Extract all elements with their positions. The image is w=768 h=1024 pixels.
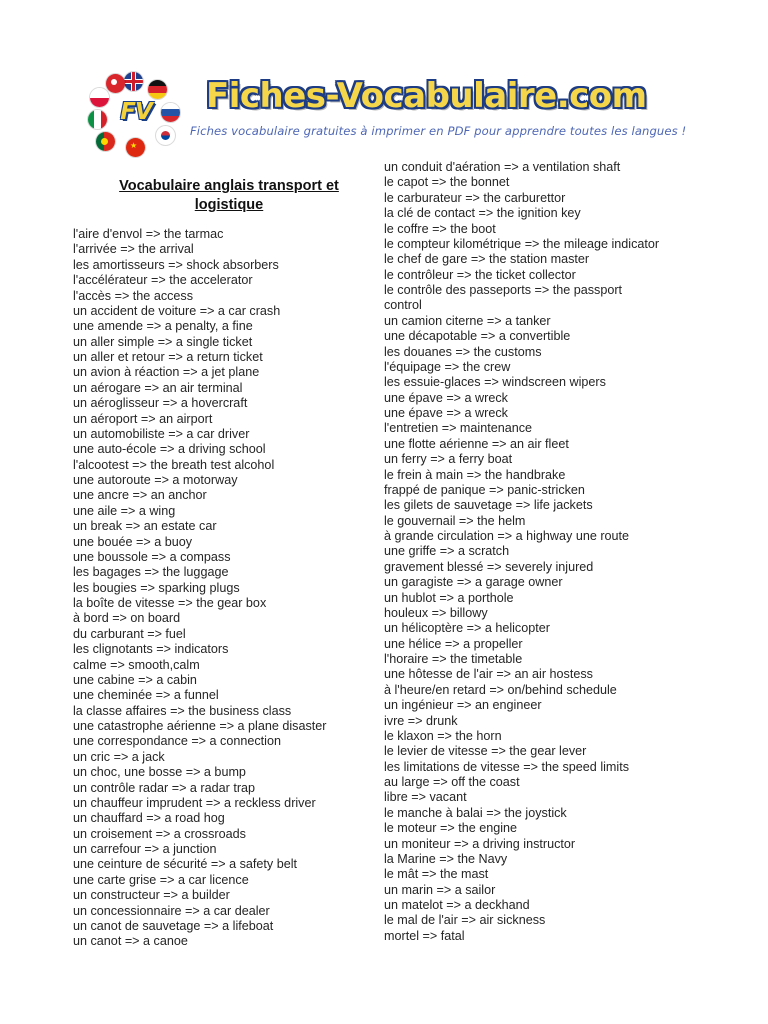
portugal-flag-icon: [96, 132, 115, 151]
vocabulary-entry: frappé de panique => panic-stricken: [384, 482, 585, 497]
vocabulary-entry: une amende => a penalty, a fine: [73, 319, 253, 334]
vocabulary-entry: une boussole => a compass: [73, 549, 231, 564]
vocabulary-entry: control: [384, 298, 422, 313]
vocabulary-entry: un hublot => a porthole: [384, 590, 514, 605]
vocabulary-entry: le manche à balai => the joystick: [384, 805, 567, 820]
vocabulary-entry: un aéroglisseur => a hovercraft: [73, 396, 248, 411]
vocabulary-entry: libre => vacant: [384, 790, 467, 805]
vocabulary-entry: le chef de gare => the station master: [384, 252, 590, 267]
vocabulary-entry: les amortisseurs => shock absorbers: [73, 257, 279, 272]
vocabulary-entry: à bord => on board: [73, 611, 181, 626]
vocabulary-entry: une carte grise => a car licence: [73, 872, 249, 887]
vocabulary-entry: un aérogare => an air terminal: [73, 380, 243, 395]
vocabulary-entry: un chauffeur imprudent => a reckless driver: [73, 795, 316, 810]
vocabulary-entry: la classe affaires => the business class: [73, 703, 292, 718]
vocabulary-entry: le moteur => the engine: [384, 821, 518, 836]
logo: [86, 70, 186, 156]
vocabulary-entry: une décapotable => a convertible: [384, 329, 571, 344]
vocabulary-entry: l'horaire => the timetable: [384, 652, 523, 666]
vocabulary-entry: la Marine => the Navy: [384, 851, 508, 866]
vocabulary-entry: l'équipage => the crew: [384, 359, 511, 374]
vocabulary-entry: le contrôle des passeports => the passport: [384, 283, 623, 297]
vocabulary-entry: le compteur kilométrique => the mileage indicator: [384, 236, 660, 251]
vocabulary-entry: les limitations de vitesse => the speed limits: [384, 759, 629, 774]
vocabulary-entry: une hôtesse de l'air => an air hostess: [384, 667, 593, 682]
vocabulary-entry: un moniteur => a driving instructor: [384, 836, 576, 851]
vocabulary-entry: l'accélérateur => the accelerator: [73, 273, 253, 288]
vocabulary-entry: une épave => a wreck: [384, 406, 508, 420]
vocabulary-entry: un accident de voiture => a car crash: [73, 303, 281, 318]
vocabulary-entry: un carrefour => a junction: [73, 842, 217, 856]
vocabulary-entry: une bouée => a buoy: [73, 534, 193, 549]
vocabulary-entry: un ferry => a ferry boat: [384, 452, 513, 467]
vocabulary-entry: le capot => the bonnet: [384, 175, 510, 190]
vocabulary-entry: un constructeur => a builder: [73, 888, 230, 903]
vocabulary-entry: un cric => a jack: [73, 749, 165, 764]
site-title[interactable]: Fiches-Vocabulaire.com: [206, 76, 647, 116]
vocabulary-entry: du carburant => fuel: [73, 626, 186, 641]
vocabulary-entry: une correspondance => a connection: [73, 734, 281, 749]
vocabulary-entry: l'aire d'envol => the tarmac: [73, 227, 224, 241]
vocabulary-entry: un marin => a sailor: [384, 882, 496, 897]
italy-flag-icon: [88, 110, 107, 129]
uk-flag-icon: [124, 72, 143, 91]
vocabulary-entry: une catastrophe aérienne => a plane disaster: [73, 719, 327, 733]
vocabulary-entry: une ceinture de sécurité => a safety belt: [73, 857, 298, 872]
vocabulary-entry: les bagages => the luggage: [73, 565, 229, 580]
site-tagline: Fiches vocabulaire gratuites à imprimer en PDF pour apprendre toutes les langues !: [190, 124, 687, 138]
vocabulary-entry: la clé de contact => the ignition key: [384, 206, 581, 221]
vocabulary-entry: un contrôle radar => a radar trap: [73, 780, 256, 795]
vocabulary-entry: une hélice => a propeller: [384, 636, 523, 651]
vocabulary-entry: au large => off the coast: [384, 775, 520, 789]
poland-flag-icon: [90, 88, 109, 107]
vocabulary-entry: un ingénieur => an engineer: [384, 698, 542, 713]
vocabulary-entry: un automobiliste => a car driver: [73, 426, 250, 441]
fv-badge: FV: [120, 99, 152, 125]
vocabulary-entry: houleux => billowy: [384, 605, 488, 620]
vocabulary-entry: un concessionnaire => a car dealer: [73, 903, 270, 918]
vocabulary-entry: la boîte de vitesse => the gear box: [73, 596, 267, 610]
vocabulary-entry: calme => smooth,calm: [73, 657, 200, 672]
vocabulary-entry: le carburateur => the carburettor: [384, 190, 566, 205]
vocabulary-entry: l'alcootest => the breath test alcohol: [73, 457, 275, 472]
vocabulary-entry: une cabine => a cabin: [73, 672, 197, 687]
vocabulary-entry: le contrôleur => the ticket collector: [384, 267, 576, 282]
vocabulary-entry: un choc, une bosse => a bump: [73, 765, 246, 780]
vocabulary-entry: à grande circulation => a highway une route: [384, 529, 630, 543]
vocabulary-entry: le coffre => the boot: [384, 221, 496, 236]
vocabulary-entry: un chauffard => a road hog: [73, 811, 225, 826]
vocabulary-entry: les essuie-glaces => windscreen wipers: [384, 375, 606, 390]
vocabulary-entry: les douanes => the customs: [384, 344, 542, 359]
vocabulary-entry: une griffe => a scratch: [384, 544, 510, 559]
vocabulary-entry: à l'heure/en retard => on/behind schedule: [384, 682, 617, 697]
russia-flag-icon: [161, 103, 180, 122]
document-title: Vocabulaire anglais transport et logistique: [119, 178, 339, 213]
vocabulary-entry: l'accès => the access: [73, 288, 194, 303]
vocabulary-entry: ivre => drunk: [384, 713, 458, 728]
vocabulary-entry: un aller et retour => a return ticket: [73, 350, 263, 364]
vocabulary-entry: un matelot => a deckhand: [384, 898, 530, 912]
vocabulary-entry: le gouvernail => the helm: [384, 513, 526, 528]
vocabulary-entry: le levier de vitesse => the gear lever: [384, 744, 587, 759]
vocabulary-entry: l'arrivée => the arrival: [73, 242, 194, 257]
vocabulary-entry: les gilets de sauvetage => life jackets: [384, 498, 593, 513]
vocabulary-entry: une autoroute => a motorway: [73, 473, 238, 487]
vocabulary-entry: une épave => a wreck: [384, 390, 508, 405]
vocabulary-entry: un avion à réaction => a jet plane: [73, 365, 260, 380]
vocabulary-entry: un croisement => a crossroads: [73, 826, 246, 841]
vocabulary-entry: une auto-école => a driving school: [73, 442, 266, 457]
vocabulary-entry: un canot de sauvetage => a lifeboat: [73, 918, 274, 933]
vocabulary-entry: un hélicoptère => a helicopter: [384, 621, 550, 636]
vocabulary-entry: les clignotants => indicators: [73, 642, 229, 657]
vocabulary-entry: les bougies => sparking plugs: [73, 580, 240, 595]
vocabulary-list-left: [73, 227, 373, 950]
vocabulary-entry: un canot => a canoe: [73, 934, 188, 949]
vocabulary-list-right: [384, 160, 694, 944]
vocabulary-entry: un break => an estate car: [73, 519, 217, 534]
vocabulary-entry: une aile => a wing: [73, 503, 176, 518]
vocabulary-entry: un aéroport => an airport: [73, 411, 213, 426]
vocabulary-entry: un conduit d'aération => a ventilation shaft: [384, 160, 621, 174]
vocabulary-entry: un aller simple => a single ticket: [73, 334, 253, 349]
vocabulary-entry: une flotte aérienne => an air fleet: [384, 436, 569, 451]
vocabulary-entry: une ancre => an anchor: [73, 488, 207, 503]
vocabulary-entry: le mal de l'air => air sickness: [384, 913, 546, 928]
vocabulary-entry: le klaxon => the horn: [384, 728, 502, 743]
vocabulary-entry: une cheminée => a funnel: [73, 688, 219, 703]
korea-flag-icon: [156, 126, 175, 145]
vocabulary-entry: l'entretien => maintenance: [384, 421, 533, 436]
page-header: [0, 0, 768, 160]
china-flag-icon: ★: [126, 138, 145, 157]
vocabulary-entry: un garagiste => a garage owner: [384, 575, 563, 590]
vocabulary-entry: un camion citerne => a tanker: [384, 313, 551, 328]
vocabulary-entry: gravement blessé => severely injured: [384, 559, 594, 574]
vocabulary-entry: le frein à main => the handbrake: [384, 467, 566, 482]
vocabulary-entry: le mât => the mast: [384, 867, 489, 882]
vocabulary-entry: mortel => fatal: [384, 928, 465, 943]
